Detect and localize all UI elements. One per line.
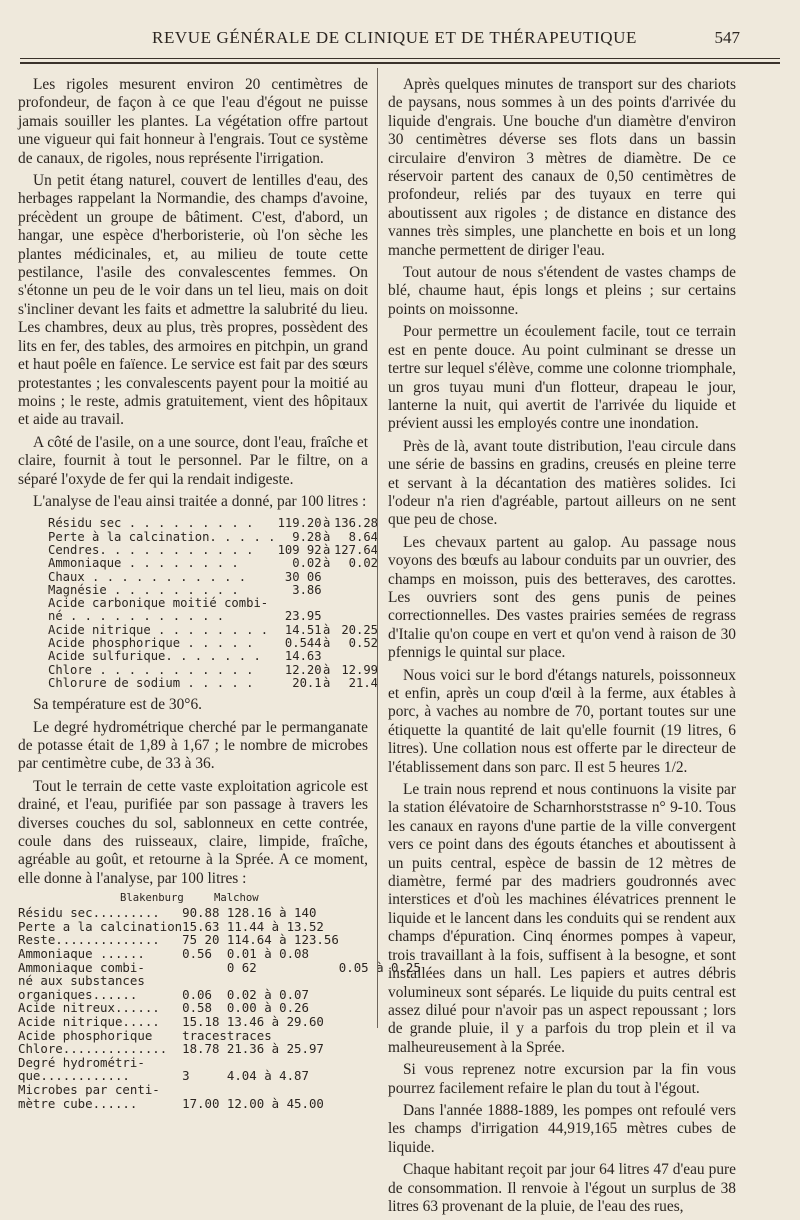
paragraph: Un petit étang naturel, couvert de lentilles d'eau, des herbages rappelant la Normandie, des champs d'avoine, précèdent un groupe de bâtiment. C'est, d'abord, un hangar, une espèce d'herboristerie, où l'on sèche les plantes médicinales, et, au milieu de toute cette pestilance, l'asile des convalescentes femmes. On s'étonne un peu de le voir dans un tel lieu, mais on doit s'incliner devant les faits et admettre la salubrité du lieu. Les chambres, deux au plus, très propres, possèdent des lits en fer, des tables, des armoires en pitchpin, un grand et haut poêle en faïence. Le service est fait par des sœurs protestantes ; les convalescents payent pour la moitié au moins ; le reste, admis gratuitement, vient des hôpitaux et aide au travail. — [18, 172, 368, 429]
analysis-cell-a: à — [323, 529, 331, 544]
paragraph: Si vous reprenez notre excursion par la fin vous pourrez facilement refaire le plan du tout à l'égout. — [388, 1061, 736, 1097]
analysis-row — [48, 610, 378, 623]
running-title: REVUE GÉNÉRALE DE CLINIQUE ET DE THÉRAPEUTIQUE — [152, 28, 637, 47]
analysis-row — [18, 1069, 421, 1083]
analysis-row — [18, 961, 421, 975]
analysis-cell-v2 — [332, 571, 378, 584]
analysis-row — [18, 906, 421, 920]
paragraph: Les chevaux partent au galop. Au passage nous voyons des bœufs au labour conduits par un ouvrier, des champs en moisson, puis des betteraves, des carottes. Les ouvriers sont des gens punis de peines correctionnelles. Des vastes prairies semées de regrass d'Italie qu'on coupe en vert et qu'on vend à raison de 30 pfennigs le quintal sur place. — [388, 533, 736, 662]
paragraph: Les rigoles mesurent environ 20 centimètres de profondeur, de façon à ce que l'eau d'égout ne puisse jamais souiller les plantes. La végétation offre partout une vigueur qui fait honneur à l'engrais. Tout ce système de canaux, de rigoles, nous représente l'irrigation. — [18, 76, 368, 167]
paragraph: L'analyse de l'eau ainsi traitée a donné, par 100 litres : — [33, 492, 367, 510]
analysis-cell-m — [227, 1083, 339, 1097]
paragraph: Près de là, avant toute distribution, l'eau circule dans une série de bassins en gradins, creusés en pleine terre et servant à la décantation des matières solides. Ici l'odeur n'a rien d'agréable, partout ailleurs on ne sent que peu de chose. — [388, 437, 736, 529]
analysis-row — [48, 637, 378, 650]
analysis-cell-v2: 127.64 — [333, 542, 378, 557]
analysis-cell-v1: 14.51 — [284, 622, 322, 637]
analysis-cell-label: Microbes par centi- — [18, 1081, 160, 1097]
analysis-cell-v1: 109 92 — [277, 542, 322, 557]
analysis-cell-v2: 12.99 — [341, 662, 378, 677]
analysis-cell-a: à — [323, 636, 331, 651]
column-header-malchow: Malchow — [214, 892, 259, 905]
analysis-row — [18, 1029, 421, 1043]
analysis-cell-b: 15.63 — [182, 918, 220, 934]
analysis-cell-x: 0.05 à 0.25 — [338, 959, 421, 975]
analysis-cell-v1: 9.28 — [292, 529, 322, 544]
paragraph: A côté de l'asile, on a une source, dont l'eau, fraîche et claire, fournit à tout le personnel. Par le filtre, on a séparé l'oxyde de fer qui la rendait indigeste. — [18, 433, 368, 488]
analysis-cell-m: traces — [226, 1027, 272, 1043]
analysis-cell-label: que............ — [18, 1068, 130, 1084]
analysis-row — [18, 1015, 421, 1029]
analysis-cell-a — [322, 571, 332, 584]
analysis-cell-label: Acide carbonique moitié combi- — [48, 596, 269, 611]
analysis-cell-m: 128.16 à 140 — [226, 905, 317, 921]
paragraph: Dans l'année 1888-1889, les pompes ont refoulé vers les champs d'irrigation 44,919,165 mètres cubes de liquide. — [388, 1101, 736, 1156]
analysis-cell-a: à — [323, 675, 331, 690]
analysis-cell-a — [322, 584, 332, 597]
analysis-cell-a: à — [323, 556, 331, 571]
analysis-cell-v1: 20.1 — [292, 675, 322, 690]
analysis-cell-v1 — [275, 597, 321, 610]
analysis-row — [48, 624, 378, 637]
right-column — [388, 76, 736, 1220]
analysis-cell-label: Reste.............. — [18, 932, 160, 948]
analysis-row — [18, 988, 421, 1002]
paragraph: Sa température est de 30°6. — [33, 696, 202, 714]
analysis-cell-label: Ammoniaque combi- — [18, 959, 145, 975]
analysis-row — [48, 584, 378, 597]
analysis-row — [48, 597, 378, 610]
analysis-cell-b: 18.78 — [182, 1041, 220, 1057]
analysis-column-headers — [18, 892, 368, 906]
analysis-cell-m: 114.64 à 123.56 — [226, 932, 339, 948]
analysis-cell-v1: 0.02 — [292, 556, 322, 571]
analysis-row — [18, 947, 421, 961]
analysis-cell-b — [182, 1056, 227, 1070]
analysis-cell-label: organiques...... — [18, 986, 138, 1002]
analysis-row — [18, 920, 421, 934]
page-header — [20, 28, 780, 54]
analysis-cell-label: Magnésie . . . . . . . . . — [48, 582, 239, 597]
analysis-cell-m — [227, 974, 339, 988]
analysis-cell-v2: 0.52 — [348, 636, 378, 651]
analysis-cell-v2: 20.25 — [341, 622, 378, 637]
analysis-row — [48, 664, 378, 677]
analysis-cell-m: 21.36 à 25.97 — [226, 1041, 324, 1057]
analysis-cell-label: Résidu sec......... — [18, 905, 160, 921]
analysis-row — [48, 677, 378, 690]
analysis-cell-v1: 23.95 — [284, 609, 322, 624]
analysis-table-source-water — [48, 517, 378, 690]
analysis-cell-label: Perte à la calcination. . . . . — [48, 529, 276, 544]
analysis-cell-b: 17.00 — [182, 1095, 220, 1111]
analysis-row — [48, 531, 378, 544]
analysis-cell-m: 13.46 à 29.60 — [226, 1014, 324, 1030]
analysis-cell-v2 — [332, 650, 378, 663]
paragraph: Après quelques minutes de transport sur des chariots de paysans, nous sommes à un des points d'arrivée du liquide d'engrais. Une bouche d'un diamètre d'environ 30 centimètres déverse ses flots dans un bassin circulaire d'environ 3 mètres de diamètre. De ce réservoir partent des canaux de 0,50 centimètres de profondeur, reliés par des tuyaux en terre qui aboutissent aux rigoles ; de distance en distance des vannes très simples, une planchette en bois et un long manche permettent de diriger l'eau. — [388, 76, 736, 259]
analysis-cell-b: 90.88 — [182, 905, 220, 921]
analysis-cell-label: Acide phosphorique . . . . . — [48, 636, 254, 651]
paragraph: Chaque habitant reçoit par jour 64 litres 47 d'eau pure de consommation. Il renvoie à l'égout un surplus de 38 litres 63 provenant de la pluie, de l'eau des rues, — [388, 1161, 736, 1215]
analysis-cell-label: né . . . . . . . . . . . — [48, 609, 225, 624]
column-header-blakenburg: Blakenburg — [120, 892, 184, 905]
analysis-cell-v2: 21.4 — [348, 675, 378, 690]
analysis-cell-label: Cendres. . . . . . . . . . . — [48, 542, 254, 557]
analysis-cell-v2: 136.28 — [333, 516, 378, 531]
analysis-row — [18, 1042, 421, 1056]
analysis-row — [18, 1083, 421, 1097]
analysis-row — [18, 1056, 421, 1070]
analysis-cell-b — [182, 1083, 227, 1097]
analysis-row — [48, 571, 378, 584]
analysis-cell-label: Chaux . . . . . . . . . . . — [48, 569, 247, 584]
analysis-row — [18, 933, 421, 947]
analysis-cell-label: Chlore.............. — [18, 1041, 168, 1057]
analysis-cell-b: 3 — [182, 1068, 190, 1084]
analysis-cell-v2 — [332, 584, 378, 597]
paragraph: Tout le terrain de cette vaste exploitation agricole est drainé, et l'eau, purifiée par son passage à travers les diverses couches du sol, sablonneux en cette contrée, coule dans des ruisseaux, claire, limpide, fraîche, agréable au goût, et retourne à la Sprée. A ce moment, elle donne à l'analyse, par 100 litres : — [18, 777, 368, 887]
analysis-cell-m: 0 62 — [226, 959, 257, 975]
analysis-cell-label: mètre cube...... — [18, 1095, 138, 1111]
analysis-cell-b — [182, 961, 227, 975]
analysis-cell-b: 0.58 — [182, 1000, 212, 1016]
header-rule — [20, 58, 780, 59]
paragraph: Tout autour de nous s'étendent de vastes champs de blé, chaume haut, épis longs et pleins ; sur certains points on moissonne. — [388, 264, 736, 318]
analysis-cell-a: à — [323, 542, 331, 557]
paragraph: Le train nous reprend et nous continuons la visite par la station élévatoire de Scharnhorststrasse n° 9-10. Tous les canaux en rayons d'une partie de la ville convergent vers ce point dans des égouts étanches et aboutissent à un puits central, espèce de bassin de 12 mètres de diamètre, fermé par des madriers goudronnés avec interstices et d'où les machines élévatrices prennent le liquide et le lancent dans les conduits qui se rendent aux champs d'épuration. Cinq énormes pompes à vapeur, trois travaillant à la fois, suffisent à la besogne, et sont installées dans un hall. Les papiers et autres débris volumineux sont séparés. Le liquide du puits central est assez dilué pour n'avoir pas un aspect repoussant ; lors de grande pluie, il y a parfois du trop plein et il va malheureusement à la Sprée. — [388, 781, 736, 1056]
analysis-cell-b — [182, 974, 227, 988]
analysis-cell-a: à — [323, 516, 331, 531]
analysis-cell-a: à — [323, 622, 331, 637]
analysis-cell-v2 — [332, 610, 378, 623]
analysis-cell-v1: 3.86 — [292, 582, 322, 597]
analysis-cell-v1: 119.20 — [277, 516, 322, 531]
analysis-cell-a — [322, 650, 332, 663]
header-rule-thick — [20, 62, 780, 64]
analysis-cell-b: 0.56 — [182, 946, 212, 962]
analysis-cell-b: 75 20 — [182, 932, 220, 948]
analysis-row — [18, 974, 421, 988]
analysis-cell-m — [227, 1056, 339, 1070]
analysis-cell-a: à — [323, 662, 331, 677]
analysis-cell-label: Acide phosphorique — [18, 1027, 153, 1043]
analysis-cell-v1: 30 06 — [284, 569, 322, 584]
analysis-cell-label: né aux substances — [18, 973, 145, 989]
analysis-cell-label: Ammoniaque . . . . . . . . — [48, 556, 239, 571]
analysis-cell-m: 4.04 à 4.87 — [226, 1068, 309, 1084]
analysis-cell-a — [322, 597, 332, 610]
analysis-cell-m: 0.01 à 0.08 — [226, 946, 309, 962]
analysis-cell-label: Chlore . . . . . . . . . . . — [48, 662, 254, 677]
analysis-cell-label: Acide nitrique..... — [18, 1014, 160, 1030]
analysis-row — [18, 1097, 421, 1111]
analysis-cell-m: 12.00 à 45.00 — [226, 1095, 324, 1111]
paragraph: Le degré hydrométrique cherché par le permanganate de potasse était de 1,89 à 1,67 ; le nombre de microbes par centimètre cube, de 33 à 36. — [18, 718, 368, 773]
analysis-cell-v1: 12.20 — [284, 662, 322, 677]
analysis-cell-m: 0.02 à 0.07 — [226, 986, 309, 1002]
analysis-cell-v1: 0.544 — [284, 636, 322, 651]
analysis-cell-label: Ammoniaque ...... — [18, 946, 145, 962]
analysis-cell-label: Perte a la calcination — [18, 918, 183, 934]
analysis-cell-b: traces — [182, 1027, 227, 1043]
analysis-cell-a — [322, 610, 332, 623]
analysis-row — [48, 517, 378, 530]
analysis-cell-v2: 8.64 — [348, 529, 378, 544]
analysis-cell-v2 — [332, 597, 378, 610]
analysis-cell-b: 15.18 — [182, 1014, 220, 1030]
analysis-row — [18, 1001, 421, 1015]
analysis-cell-m: 0.00 à 0.26 — [226, 1000, 309, 1016]
analysis-cell-label: Résidu sec . . . . . . . . . — [48, 516, 254, 531]
column-divider — [377, 68, 378, 1028]
paragraph: Nous voici sur le bord d'étangs naturels, poissonneux et enfin, après un coup d'œil à la ferme, aux étables à porc, à vaches au nombre de 70, portant toutes sur une étiquette la quantité de lait qu'elle fournit (19 litres, 6 litres). Une collation nous est offerte par le directeur de l'établissement dans son parc. Il est 5 heures 1/2. — [388, 666, 736, 776]
analysis-cell-label: Acide sulfurique. . . . . . . — [48, 649, 261, 664]
analysis-cell-v2: 0.02 — [348, 556, 378, 571]
analysis-row — [48, 557, 378, 570]
analysis-cell-v1: 14.63 — [284, 649, 322, 664]
paragraph: Pour permettre un écoulement facile, tout ce terrain est en pente douce. Au point culminant se dresse un tertre sur lequel s'élève, comme une colonne triomphale, un gros tuyau muni d'un flotteur, drapeau le jour, lanterne la nuit, qui avertit de l'arrivée du liquide et prévient aussi les employés contre une inondation. — [388, 323, 736, 433]
analysis-cell-m: 11.44 à 13.52 — [226, 918, 324, 934]
analysis-cell-b: 0.06 — [182, 986, 212, 1002]
analysis-row — [48, 650, 378, 663]
analysis-table-drainage-water — [18, 892, 421, 1111]
analysis-cell-label: Acide nitreux...... — [18, 1000, 160, 1016]
analysis-row — [48, 544, 378, 557]
analysis-cell-label: Chlorure de sodium . . . . . — [48, 675, 254, 690]
page-number: 547 — [714, 28, 740, 47]
left-column — [18, 76, 421, 1114]
analysis-cell-label: Degré hydrométri- — [18, 1054, 145, 1070]
analysis-cell-label: Acide nitrique . . . . . . . . — [48, 622, 269, 637]
